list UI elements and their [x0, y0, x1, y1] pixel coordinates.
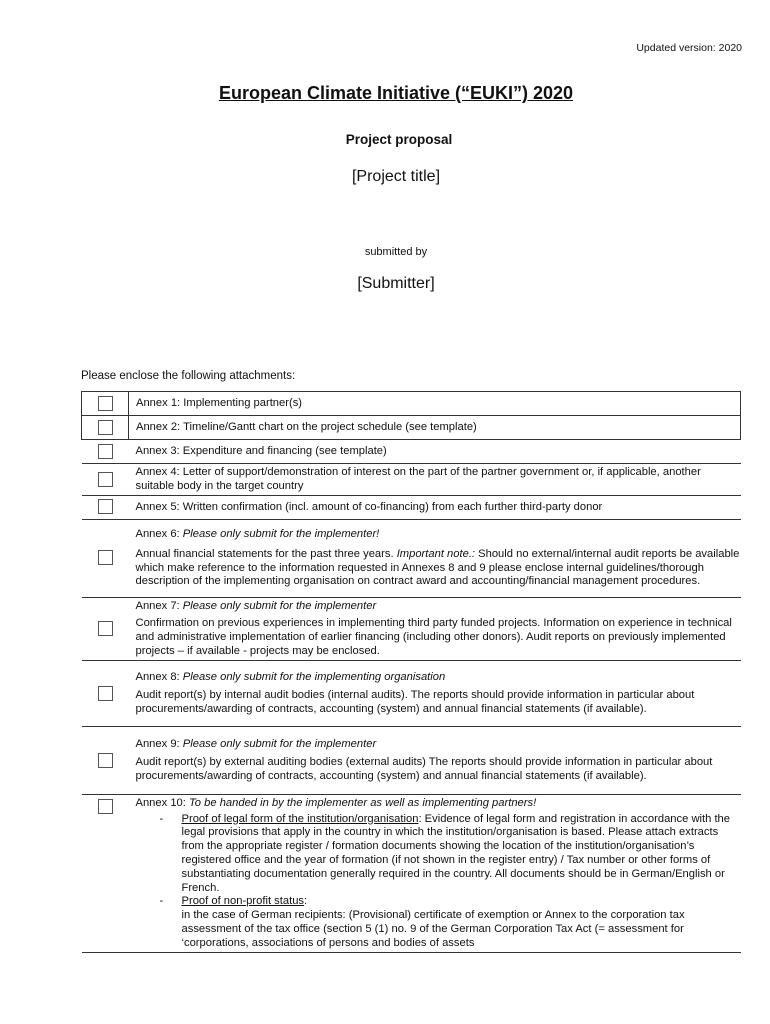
- annex9-label: Annex 9:: [135, 738, 183, 751]
- annex6-label: Annex 6:: [135, 528, 183, 540]
- annex9-cell: [129, 726, 741, 794]
- annex-row: [82, 392, 741, 416]
- annex-row: [82, 726, 741, 794]
- annex10-list: [136, 813, 741, 951]
- annex-row: [82, 440, 741, 464]
- annex8-text: Audit report(s) by internal audit bodies (internal audits). The reports should provide information in particular about procurements/awarding of contracts, accounting (system) and annual financial statements (if available).: [135, 688, 695, 715]
- bullet2-colon: :: [304, 895, 308, 908]
- bullet1-title: Proof of legal form of the institution/organisation: [181, 812, 419, 825]
- project-title-placeholder[interactable]: [Project title]: [351, 168, 441, 185]
- annex-row: [82, 464, 741, 496]
- attachments-table: [81, 391, 741, 953]
- annex1-checkbox[interactable]: [98, 396, 113, 411]
- document-subtitle: Project proposal: [345, 132, 453, 147]
- annex-row: [82, 519, 741, 597]
- annex9-checkbox[interactable]: [98, 753, 113, 768]
- annex10-label: Annex 10:: [135, 796, 189, 809]
- annex6-checkbox[interactable]: [98, 550, 113, 565]
- annex8-checkbox[interactable]: [98, 686, 113, 701]
- annex6-text: Annual financial statements for the past three years.: [135, 547, 397, 560]
- annex7-cell: [129, 597, 741, 660]
- annex4-checkbox[interactable]: [98, 472, 113, 487]
- list-item: [160, 813, 741, 896]
- annex10-note: To be handed in by the implementer as well as implementing partners!: [189, 796, 537, 809]
- document-title: European Climate Initiative (“EUKI”) 2020: [218, 83, 574, 103]
- attachments-intro: Please enclose the following attachments:: [81, 370, 296, 382]
- annex9-text: Audit report(s) by external auditing bodies (external audits) The reports should provide information in particular about procurements/awarding of contracts, accounting (system) and annual financial statements (if available).: [135, 755, 713, 782]
- annex2-label: Annex 2: Timeline/Gantt chart on the project schedule (see template): [129, 416, 741, 440]
- annex7-checkbox[interactable]: [98, 621, 113, 636]
- annex10-checkbox[interactable]: [98, 799, 113, 814]
- annex-row: [82, 660, 741, 726]
- annex7-note: Please only submit for the implementer: [182, 599, 377, 612]
- annex5-checkbox[interactable]: [98, 499, 113, 514]
- version-note: Updated version: 2020: [636, 42, 742, 54]
- annex6-important: Important note.:: [396, 547, 476, 560]
- annex-row: [82, 597, 741, 660]
- list-item: [160, 895, 741, 950]
- annex4-label: Annex 4: Letter of support/demonstration of interest on the part of the partner government or, if applicable, another suitable body in the target country: [129, 464, 741, 496]
- annex6-cell: [129, 519, 741, 597]
- bullet2-text: in the case of German recipients: (Provisional) certificate of exemption or Annex to the corporation tax assessment of the tax office (section 5 (1) no. 9 of the German Corporation Tax Act (= assessment for ‘corporations, associations of persons and bodies of assets: [181, 909, 685, 949]
- bullet2-title: Proof of non-profit status: [181, 895, 305, 908]
- annex-row: [82, 794, 741, 952]
- annex9-note: Please only submit for the implementer: [182, 738, 377, 751]
- annex3-label: Annex 3: Expenditure and financing (see template): [129, 440, 741, 464]
- annex10-cell: [129, 794, 741, 952]
- annex3-checkbox[interactable]: [98, 444, 113, 459]
- annex1-label: Annex 1: Implementing partner(s): [129, 392, 741, 416]
- submitter-placeholder[interactable]: [Submitter]: [357, 275, 435, 292]
- annex8-label: Annex 8:: [135, 671, 183, 684]
- annex6-text-b: Should no external/internal audit reports be available which make reference to the information requested in Annexes 8 and 9 please enclose internal guidelines/thorough description of the implementing organisation on contract award and accounting/financial management procedures.: [135, 547, 740, 588]
- annex5-label: Annex 5: Written confirmation (incl. amount of co-financing) from each further third-party donor: [129, 495, 741, 519]
- annex6-note: Please only submit for the implementer!: [182, 528, 380, 540]
- annex2-checkbox[interactable]: [98, 420, 113, 435]
- annex7-text: Confirmation on previous experiences in implementing third party funded projects. Information on experience in technical and administrative implementation of earlier financing (including other donors). Audit reports on previously implemented projects – if available - projects may be enclosed.: [135, 617, 732, 657]
- annex8-cell: [129, 660, 741, 726]
- annex7-label: Annex 7:: [135, 599, 183, 612]
- annex-row: [82, 495, 741, 519]
- annex8-note: Please only submit for the implementing organisation: [182, 671, 446, 684]
- submitted-by-label: submitted by: [364, 246, 428, 258]
- annex-row: [82, 416, 741, 440]
- bullet1-text: : Evidence of legal form and registration in accordance with the legal provisions that apply in the country in which the institution/organisation is based. Please attach extracts from the appropriate register / formation documents showing the location of the institution/organisation’s registered office and the year of formation (if not shown in the register entry) / Tax number or other forms of substantiating documentation generally required in the country. All documents should be in German/English or French.: [181, 812, 730, 894]
